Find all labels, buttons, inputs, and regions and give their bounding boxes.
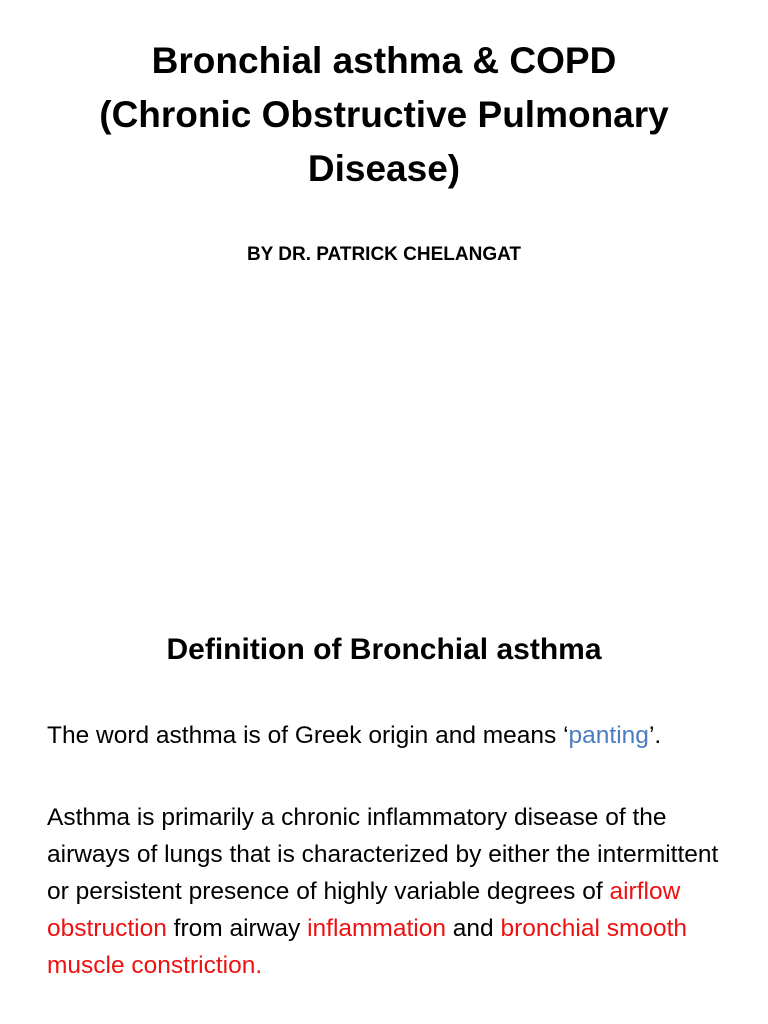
etymology-paragraph <box>47 717 737 754</box>
definition-highlight-inflammation: inflammation <box>307 915 446 942</box>
definition-text-3: and <box>445 915 501 942</box>
slide-title-line-2: (Chronic Obstructive Pulmonary <box>99 94 669 135</box>
etymology-text-after: ’. <box>648 722 662 749</box>
author-byline: BY DR. PATRICK CHELANGAT <box>246 244 522 265</box>
definition-paragraph <box>47 799 737 984</box>
etymology-text-before: The word asthma is of Greek origin and means ‘ <box>47 722 569 749</box>
etymology-highlight: panting <box>568 722 649 749</box>
definition-highlight-airflow: airflow obstruction <box>47 878 681 942</box>
definition-text-1: Asthma is primarily a chronic inflammatory disease of the airways of lungs that is characterized by either the intermittent or persistent presence of highly variable degrees of <box>47 804 719 905</box>
slide-title <box>40 34 728 196</box>
definition-text-2: from airway <box>166 915 308 942</box>
section-heading: Definition of Bronchial asthma <box>166 633 602 666</box>
slide-title-line-3: Disease) <box>307 148 461 189</box>
definition-highlight-constriction: bronchial smooth muscle constriction. <box>47 915 688 979</box>
slide-title-line-1: Bronchial asthma & COPD <box>151 40 617 81</box>
